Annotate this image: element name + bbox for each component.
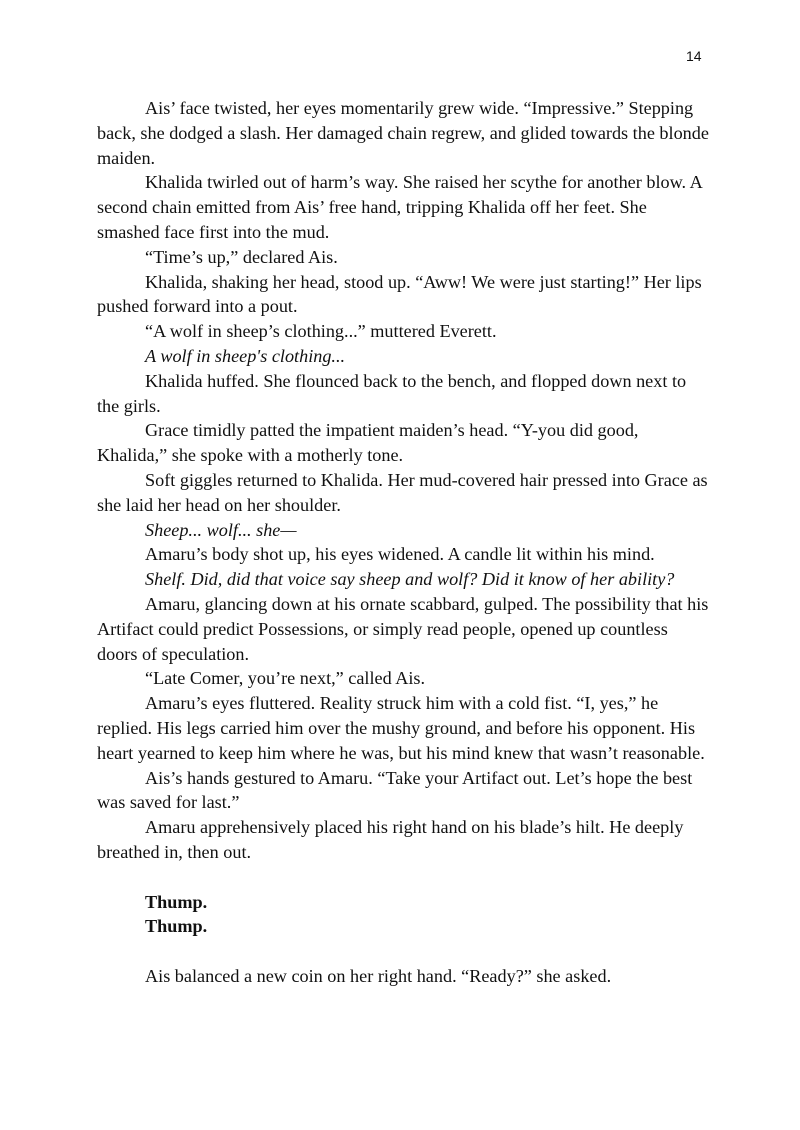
italic-thought: Sheep... wolf... she— (145, 519, 297, 540)
italic-thought: A wolf in sheep's clothing... (145, 345, 346, 366)
paragraph: Khalida twirled out of harm’s way. She raised her scythe for another blow. A second chain emitted from Ais’ free hand, tripping Khalida off her feet. She smashed face first into the mud. (97, 172, 702, 242)
paragraph: Amaru, glancing down at his ornate scabbard, gulped. The possibility that his Artifact could predict Possessions, or simply read people, opened up countless doors of speculation. (97, 593, 709, 664)
paragraph: “Time’s up,” declared Ais. (145, 246, 338, 267)
body-text (97, 96, 709, 989)
blank-line (97, 865, 709, 890)
italic-thought: Shelf. Did, did that voice say sheep and wolf? Did it know of her ability? (145, 569, 675, 590)
paragraph: Ais balanced a new coin on her right hand. “Ready?” she asked. (145, 965, 612, 986)
paragraph: Amaru apprehensively placed his right hand on his blade’s hilt. He deeply breathed in, then out. (97, 817, 684, 862)
paragraph: Khalida, shaking her head, stood up. “Aww! We were just starting!” Her lips pushed forward into a pout. (97, 271, 702, 317)
page-number: 14 (686, 48, 702, 64)
bold-sound-effect: Thump. (145, 891, 208, 912)
paragraph: Amaru’s body shot up, his eyes widened. A candle lit within his mind. (145, 544, 655, 565)
blank-line (97, 939, 709, 964)
paragraph: Grace timidly patted the impatient maiden’s head. “Y-you did good, Khalida,” she spoke with a motherly tone. (97, 420, 639, 466)
bold-sound-effect: Thump. (145, 916, 208, 937)
paragraph: Ais’ face twisted, her eyes momentarily grew wide. “Impressive.” Stepping back, she dodged a slash. Her damaged chain regrew, and glided towards the blonde maiden. (97, 98, 709, 168)
paragraph: “A wolf in sheep’s clothing...” muttered Everett. (145, 321, 497, 342)
paragraph: Ais’s hands gestured to Amaru. “Take your Artifact out. Let’s hope the best was saved for last.” (97, 767, 693, 813)
paragraph: Amaru’s eyes fluttered. Reality struck him with a cold fist. “I, yes,” he replied. His legs carried him over the mushy ground, and before his opponent. His heart yearned to keep him where he was, but his mind knew that wasn’t reasonable. (97, 693, 705, 763)
paragraph: “Late Comer, you’re next,” called Ais. (145, 668, 426, 689)
paragraph: Khalida huffed. She flounced back to the bench, and flopped down next to the girls. (97, 370, 687, 416)
paragraph: Soft giggles returned to Khalida. Her mud-covered hair pressed into Grace as she laid her head on her shoulder. (97, 469, 708, 515)
